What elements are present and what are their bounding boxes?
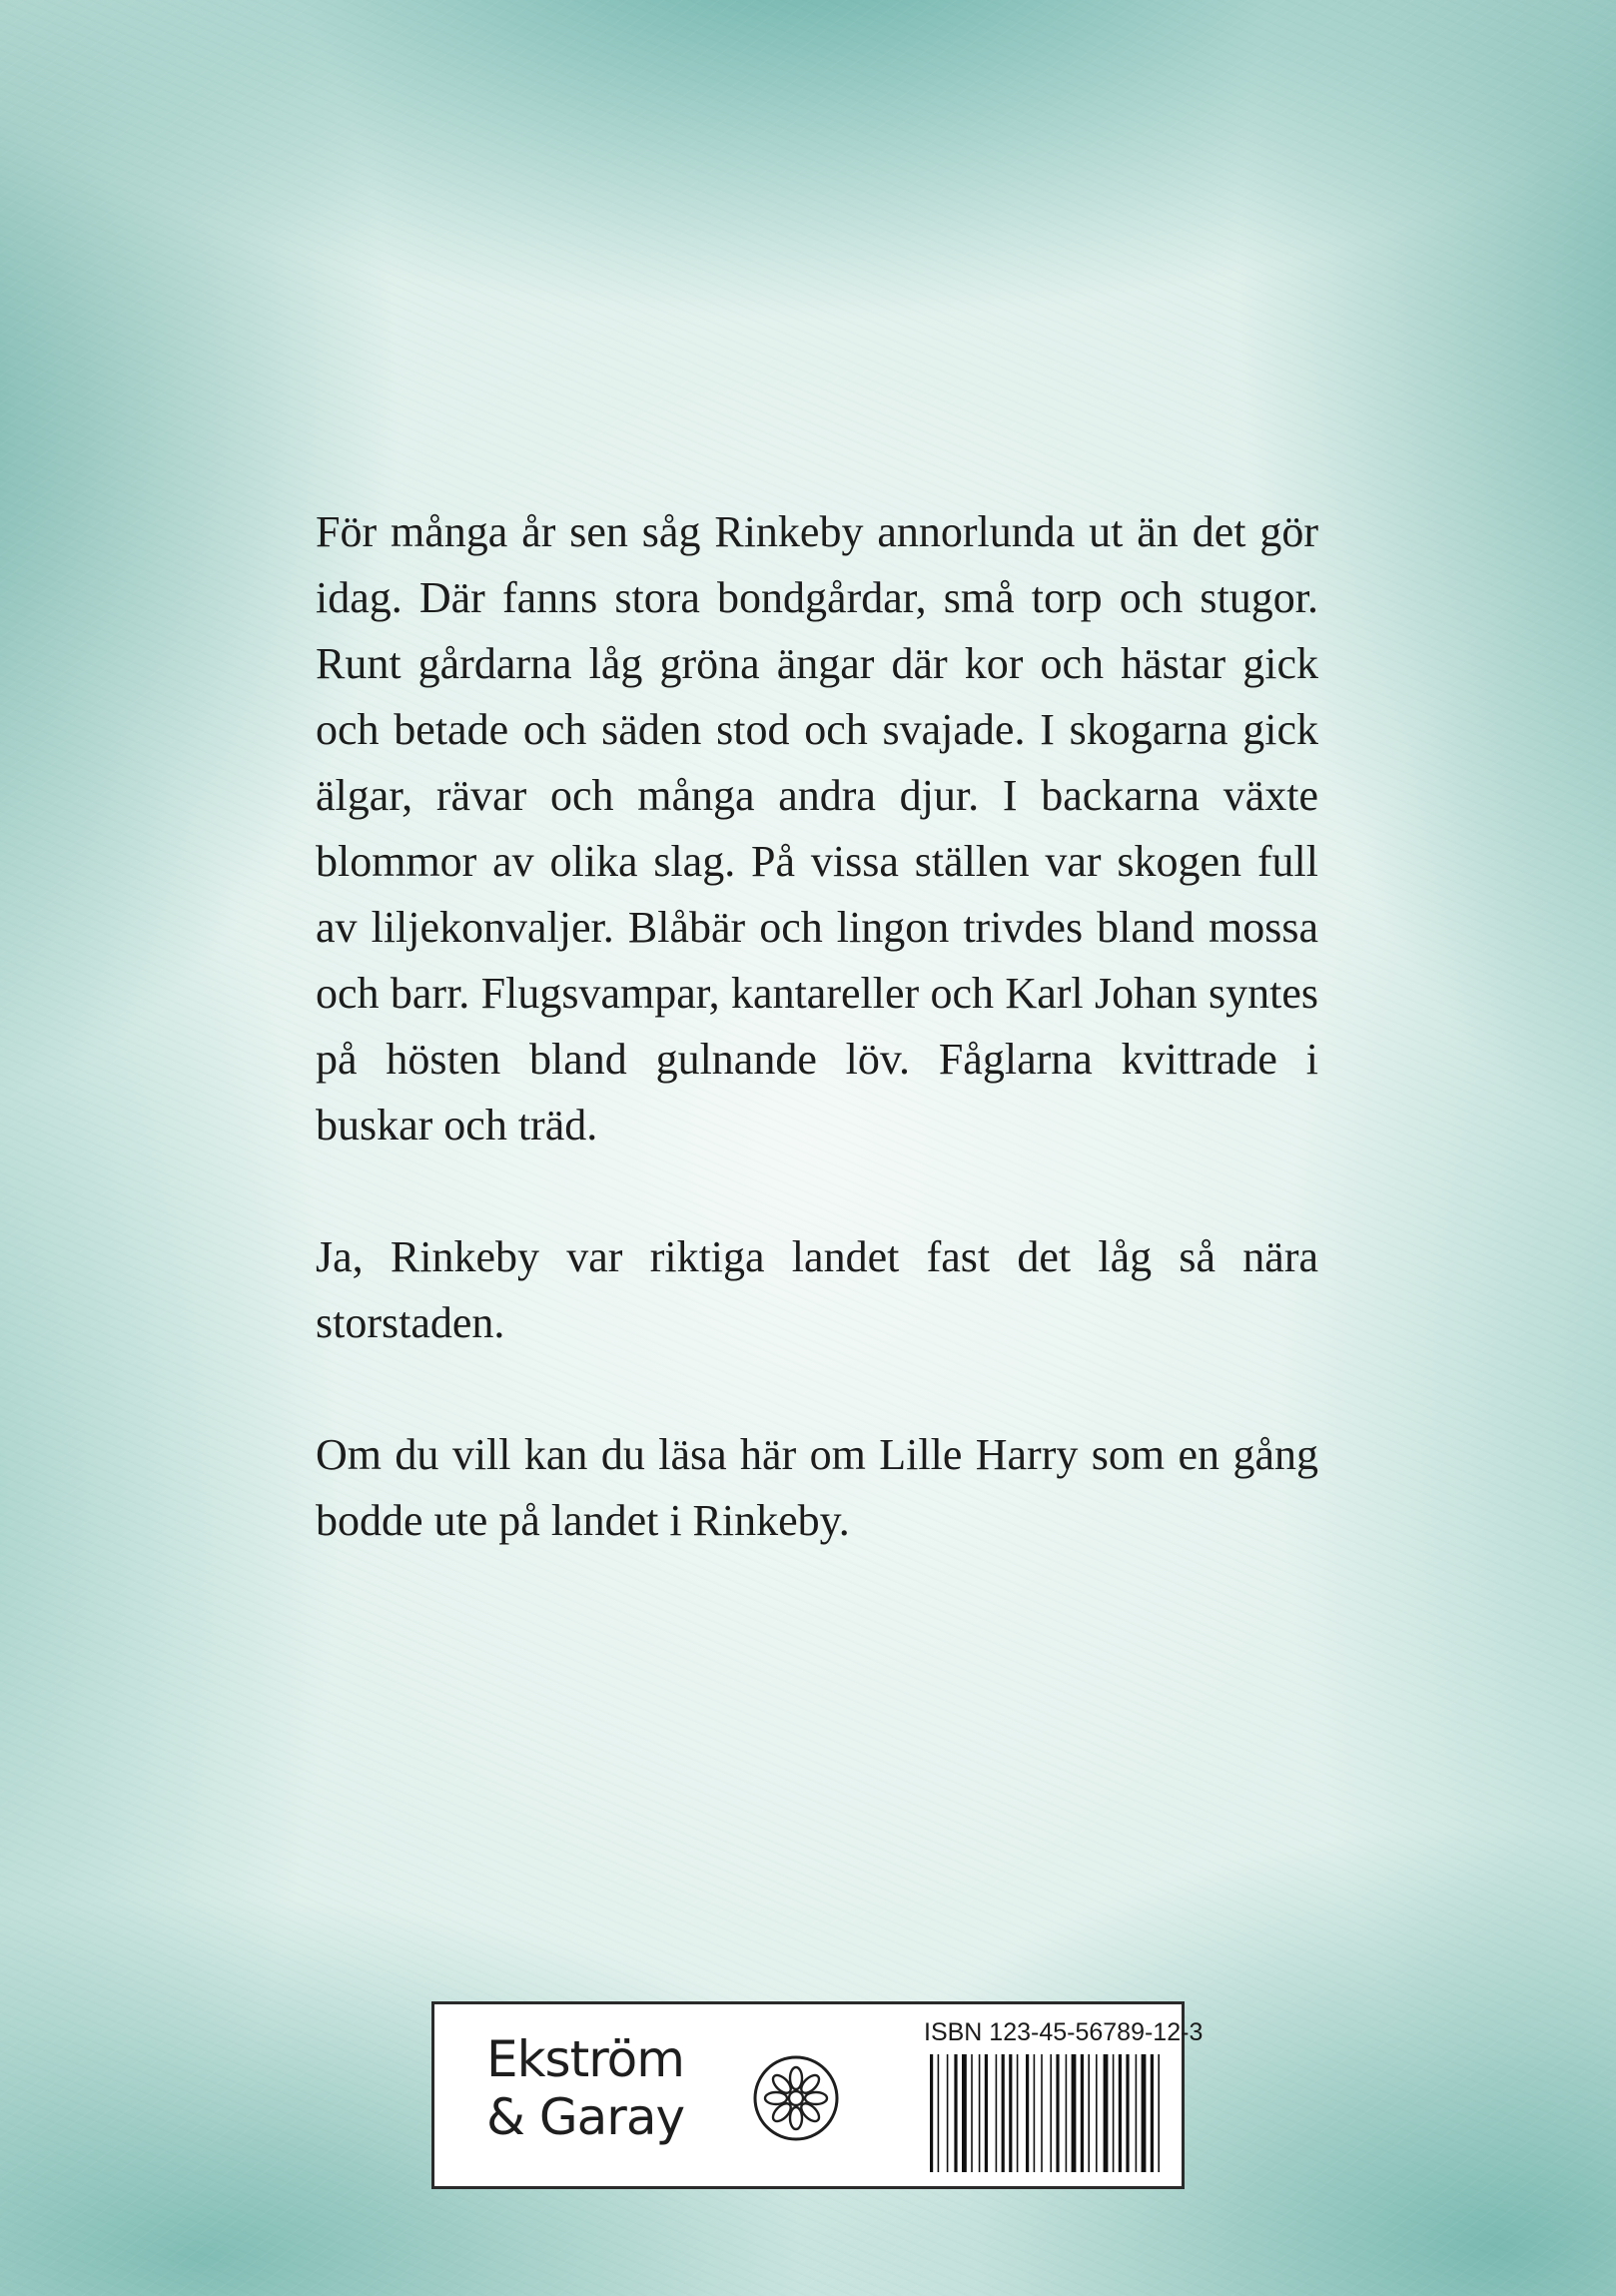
back-cover-text [316,499,1318,1620]
publisher-name-line1: Ekström [486,2030,684,2088]
publisher-name-line2: & Garay [486,2088,685,2146]
isbn-number: ISBN 123-45-56789-12-3 [924,2018,1204,2046]
imprint-box [431,2001,1204,2189]
paragraph-countryside: Ja, Rinkeby var riktiga landet fast det låg så nära storstaden. [316,1232,1318,1347]
flower-emblem-icon [752,2054,840,2142]
paragraph-intro: För många år sen såg Rinkeby annorlunda ut än det gör idag. Där fanns stora bondgårdar, små torp och stugor. Runt gårdarna låg gröna ängar där kor och hästar gick och betade och säden stod och svajade. I skogarna gick älgar, rävar och många andra djur. I backarna växte blommor av olika slag. På vissa ställen var skogen full av liljekonvaljer. Blåbär och lingon trivdes bland mossa och barr. Flugsvampar, kantareller och Karl Johan syntes på hösten bland gulnande löv. Fåglarna kvittrade i buskar och träd. [316,507,1318,1149]
barcode [928,2054,1164,2172]
publisher-name [486,2030,684,2146]
paragraph-invitation: Om du vill kan du läsa här om Lille Harry som en gång bodde ute på landet i Rinkeby. [316,1430,1318,1545]
